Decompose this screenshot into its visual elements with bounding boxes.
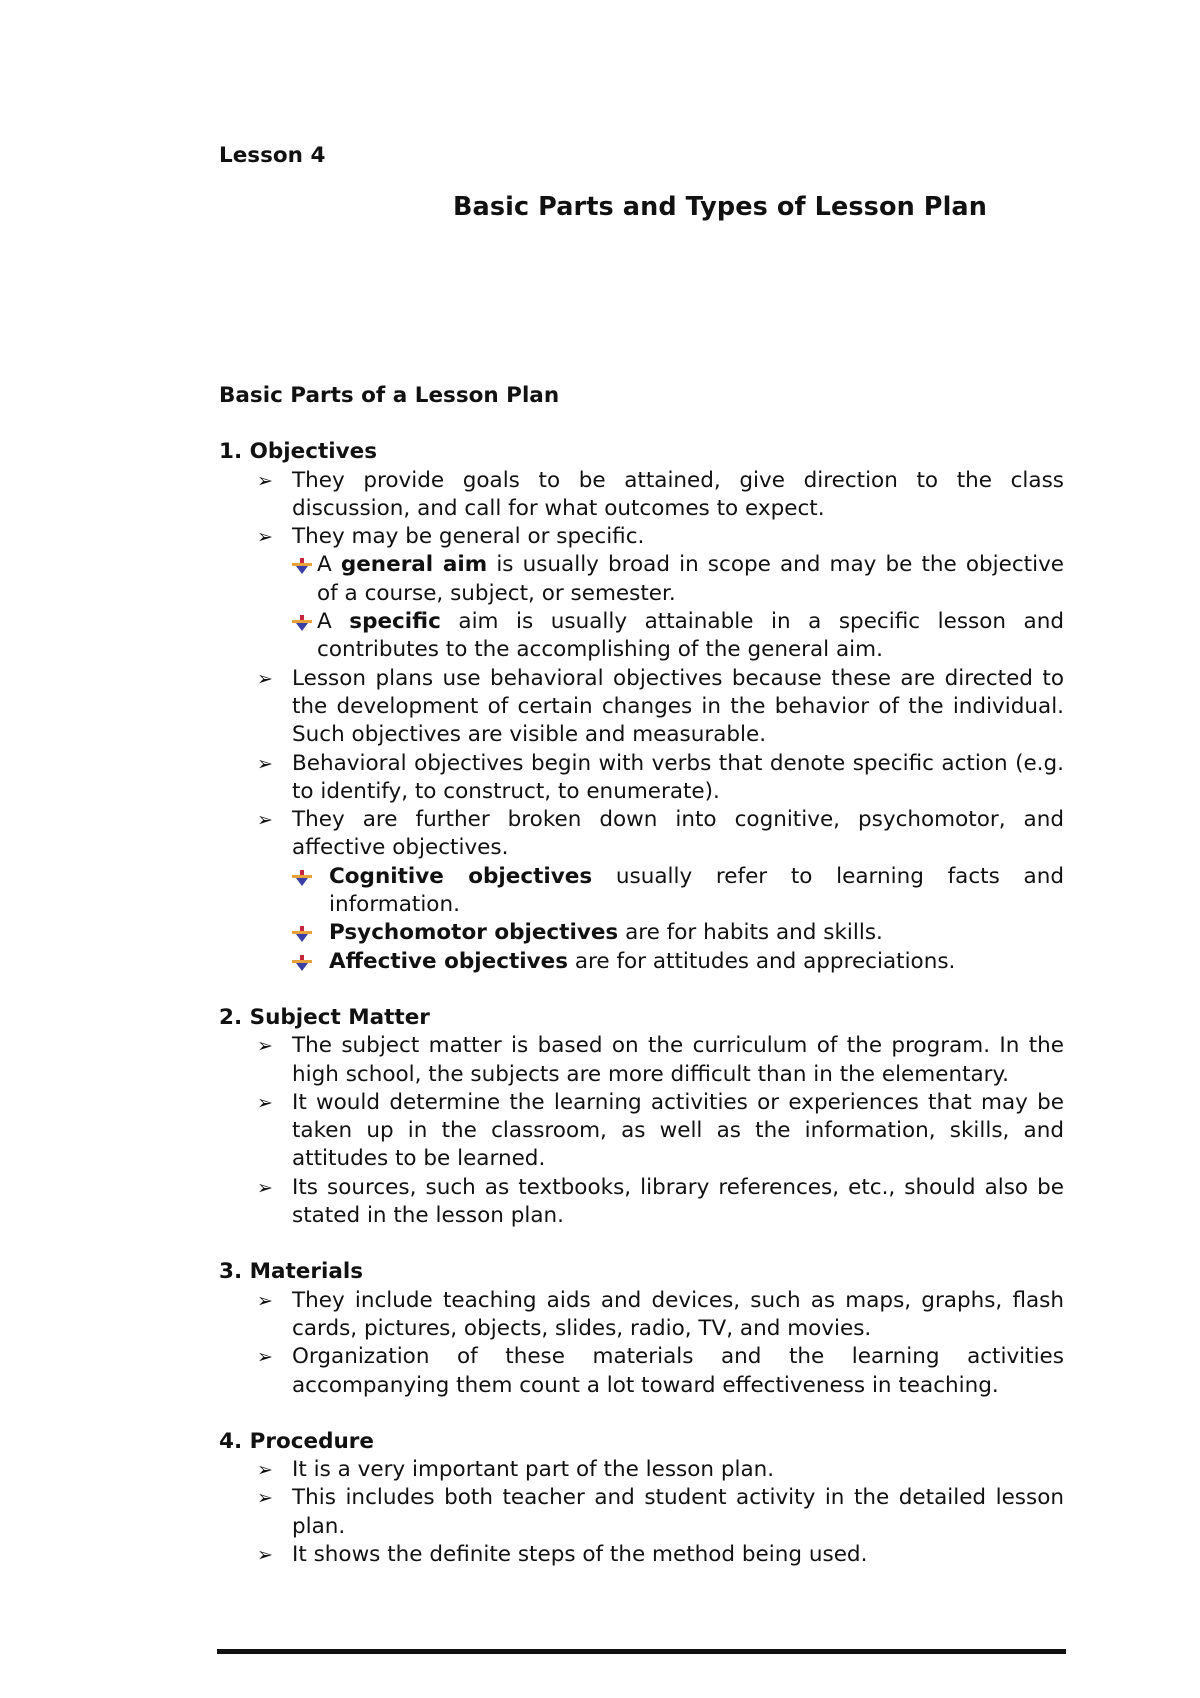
- sub-list-item: Cognitive objectives usually refer to learning facts and information.: [219, 863, 1064, 920]
- down-arrow-icon: [292, 870, 312, 886]
- list-item: ➢ They include teaching aids and devices, such as maps, graphs, flash cards, pictures, objects, slides, radio, TV, and movies.: [257, 1287, 1064, 1341]
- sub-list-item: A general aim is usually broad in scope and may be the objective of a course, subject, or semester.: [219, 551, 1064, 608]
- list-item: ➢ It would determine the learning activities or experiences that may be taken up in the classroom, as well as the information, skills, and attitudes to be learned.: [257, 1089, 1064, 1172]
- procedure-list: [219, 1456, 1064, 1569]
- list-item: ➢ The subject matter is based on the curriculum of the program. In the high school, the subjects are more difficult than in the elementary.: [257, 1033, 1064, 1087]
- list-item: ➢ It shows the definite steps of the method being used.: [219, 1541, 1064, 1569]
- arrow-bullet-icon: ➢: [257, 469, 273, 492]
- section-objectives: [219, 438, 1064, 976]
- down-arrow-icon: [292, 955, 312, 971]
- arrow-bullet-icon: ➢: [257, 1487, 273, 1510]
- subject-matter-list: [219, 1032, 1064, 1230]
- section-title-procedure: 4. Procedure: [219, 1428, 374, 1454]
- section-materials: [219, 1258, 1064, 1399]
- arrow-bullet-icon: ➢: [257, 526, 273, 549]
- arrow-bullet-icon: ➢: [257, 667, 273, 690]
- sub-list-item: A specific aim is usually attainable in a specific lesson and contributes to the accomplishing of the general aim.: [219, 608, 1064, 665]
- section-procedure: [219, 1428, 1064, 1569]
- section-title-objectives: 1. Objectives: [219, 439, 378, 465]
- arrow-bullet-icon: ➢: [257, 1346, 273, 1369]
- list-item: ➢ They may be general or specific.: [219, 523, 1064, 551]
- section-title-subject-matter: 2. Subject Matter: [219, 1004, 430, 1030]
- arrow-bullet-icon: ➢: [257, 1543, 273, 1566]
- list-item: ➢ Its sources, such as textbooks, library references, etc., should also be stated in the lesson plan.: [257, 1174, 1064, 1229]
- sub-list-item: Affective objectives are for attitudes and appreciations.: [219, 948, 1064, 976]
- lesson-label: Lesson 4: [219, 143, 326, 168]
- down-arrow-icon: [292, 926, 312, 942]
- list-item: ➢ Behavioral objectives begin with verbs that denote specific action (e.g. to identify, to construct, to enumerate).: [257, 750, 1064, 804]
- arrow-bullet-icon: ➢: [257, 809, 273, 832]
- footer-rule: [217, 1649, 1066, 1654]
- section-subject-matter: [219, 1004, 1064, 1230]
- arrow-bullet-icon: ➢: [257, 1459, 273, 1482]
- document-title: Basic Parts and Types of Lesson Plan: [452, 192, 987, 222]
- section-title-materials: 3. Materials: [219, 1259, 364, 1285]
- list-item: ➢ They provide goals to be attained, give direction to the class discussion, and call for what outcomes to expect.: [257, 467, 1064, 521]
- arrow-bullet-icon: ➢: [257, 1035, 273, 1058]
- list-item: ➢ They are further broken down into cognitive, psychomotor, and affective objectives.: [257, 807, 1064, 861]
- materials-list: [219, 1287, 1064, 1400]
- list-item: ➢ Lesson plans use behavioral objectives because these are directed to the development of certain changes in the behavior of the individual. Such objectives are visible and measurable.: [257, 665, 1064, 748]
- list-item: ➢ It is a very important part of the lesson plan.: [219, 1456, 1064, 1484]
- document-content: [219, 382, 1064, 1597]
- arrow-bullet-icon: ➢: [257, 1289, 273, 1312]
- section-heading: Basic Parts of a Lesson Plan: [219, 383, 560, 408]
- arrow-bullet-icon: ➢: [257, 1091, 273, 1114]
- arrow-bullet-icon: ➢: [257, 752, 273, 775]
- down-arrow-icon: [292, 558, 312, 574]
- down-arrow-icon: [292, 615, 312, 631]
- sub-list-item: Psychomotor objectives are for habits and skills.: [219, 919, 1064, 947]
- list-item: ➢ Organization of these materials and the learning activities accompanying them count a lot toward effectiveness in teaching.: [257, 1344, 1064, 1398]
- list-item: ➢ This includes both teacher and student activity in the detailed lesson plan.: [257, 1485, 1064, 1539]
- arrow-bullet-icon: ➢: [257, 1176, 273, 1199]
- objectives-list: [219, 467, 1064, 976]
